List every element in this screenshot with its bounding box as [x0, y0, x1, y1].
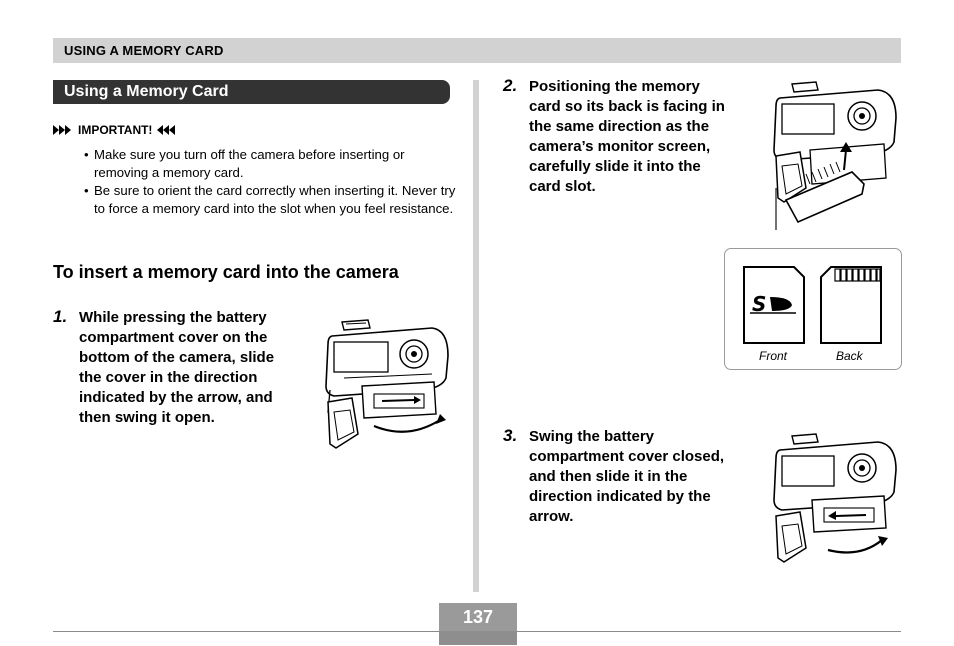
- step-1-text: While pressing the battery compartment cover on the bottom of the camera, slide the cover in the direction indicated by the arrow, and then swing it open.: [79, 309, 275, 426]
- important-bullet: • Make sure you turn off the camera before inserting or removing a memory card.: [86, 146, 456, 182]
- sd-card-back-icon: [819, 265, 883, 345]
- camera-insert-card-illustration: [766, 80, 902, 232]
- important-label: IMPORTANT!: [78, 123, 153, 137]
- section-title-bar: [53, 80, 450, 104]
- important-notice: [53, 123, 177, 137]
- page-number: 137: [462, 607, 494, 627]
- important-right-arrows-icon: [157, 125, 177, 135]
- important-left-arrows-icon: [53, 125, 73, 135]
- step-1-number: 1.: [53, 307, 68, 326]
- card-back-label: Back: [836, 349, 863, 363]
- step-3-text: Swing the battery compartment cover closed, and then slide it in the direction indicated by the arrow.: [529, 428, 725, 525]
- card-front-label: Front: [759, 349, 788, 363]
- important-bullet: • Be sure to orient the card correctly when inserting it. Never try to force a memory card into the slot when you feel resistance.: [86, 182, 456, 218]
- camera-open-cover-illustration: [322, 316, 452, 456]
- important-bullet-list: [86, 146, 456, 218]
- column-divider: [473, 80, 479, 592]
- sd-card-orientation-figure: [724, 248, 902, 370]
- step-2-text: Positioning the memory card so its back is facing in the same direction as the camera’s monitor screen, carefully slide it into the card slot.: [529, 78, 725, 195]
- section-title: Using a Memory Card: [64, 83, 229, 100]
- page-header-title: USING A MEMORY CARD: [64, 43, 224, 58]
- page-header-bar: [53, 38, 901, 63]
- camera-close-cover-illustration: [768, 430, 902, 572]
- svg-text:S: S: [752, 292, 767, 316]
- page-number-box: [439, 603, 517, 645]
- step-2-number: 2.: [503, 76, 518, 95]
- step-3-number: 3.: [503, 426, 518, 445]
- sd-card-front-icon: [742, 265, 806, 345]
- procedure-heading: To insert a memory card into the camera: [53, 262, 399, 282]
